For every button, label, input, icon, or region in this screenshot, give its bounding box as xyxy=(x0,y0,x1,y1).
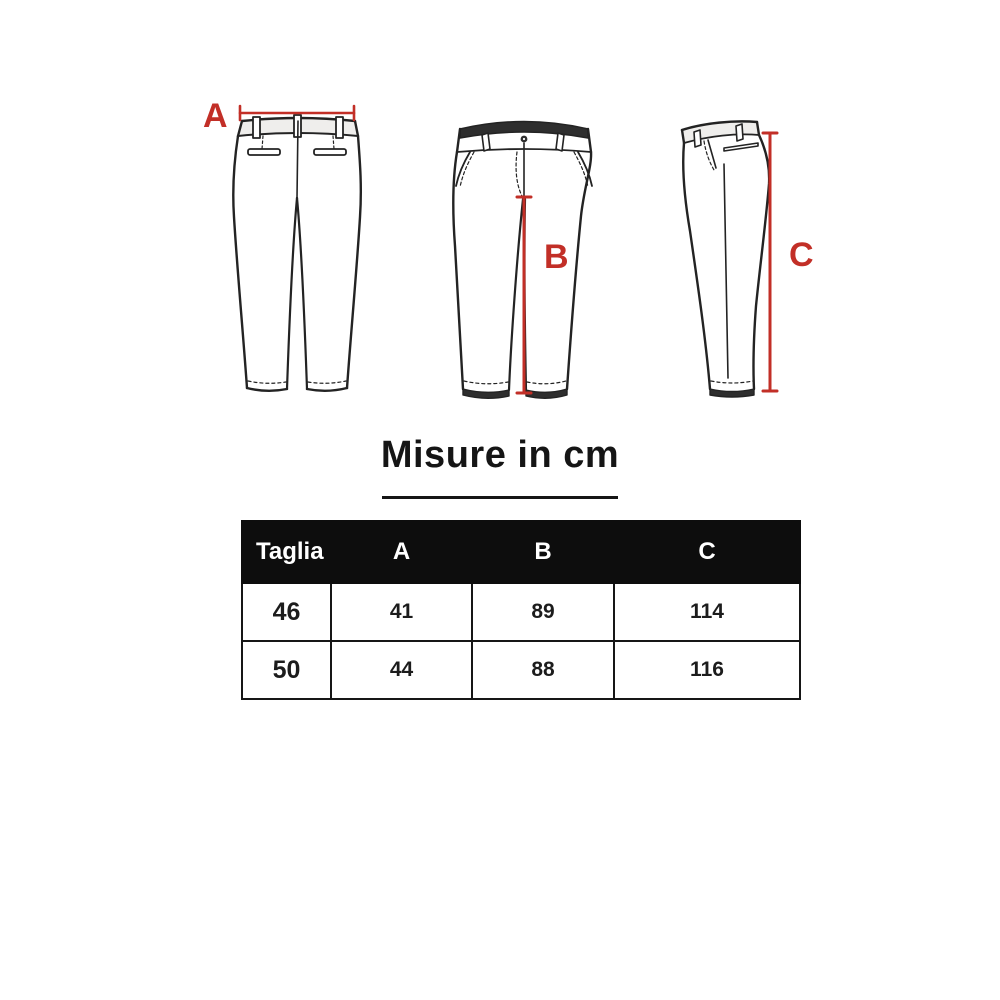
cell-50-a: 44 xyxy=(331,641,472,699)
header-c: C xyxy=(614,521,800,583)
header-b: B xyxy=(472,521,614,583)
cell-46-a: 41 xyxy=(331,583,472,641)
measure-label-c: C xyxy=(789,236,814,274)
measure-line-b xyxy=(517,197,531,393)
page-title: Misure in cm xyxy=(380,434,620,476)
cell-50-c: 116 xyxy=(614,641,800,699)
pants-back-outline xyxy=(233,115,361,391)
table-header-row xyxy=(242,521,800,583)
cell-46-c: 114 xyxy=(614,583,800,641)
header-a: A xyxy=(331,521,472,583)
cell-taglia-50: 50 xyxy=(242,641,331,699)
measure-label-a: A xyxy=(203,97,228,135)
table-row-size-46 xyxy=(242,583,800,641)
title-underline xyxy=(382,496,618,499)
measure-label-b: B xyxy=(544,238,569,276)
measure-line-c xyxy=(763,133,777,391)
cell-46-b: 89 xyxy=(472,583,614,641)
cell-50-b: 88 xyxy=(472,641,614,699)
pants-front-view-drawing xyxy=(448,106,600,402)
size-table xyxy=(241,520,801,700)
header-taglia: Taglia xyxy=(242,521,331,583)
pants-side-view-drawing xyxy=(664,106,796,402)
table-row-size-50 xyxy=(242,641,800,699)
cell-taglia-46: 46 xyxy=(242,583,331,641)
pants-back-view-drawing xyxy=(226,102,372,402)
pants-side-outline xyxy=(682,121,769,397)
